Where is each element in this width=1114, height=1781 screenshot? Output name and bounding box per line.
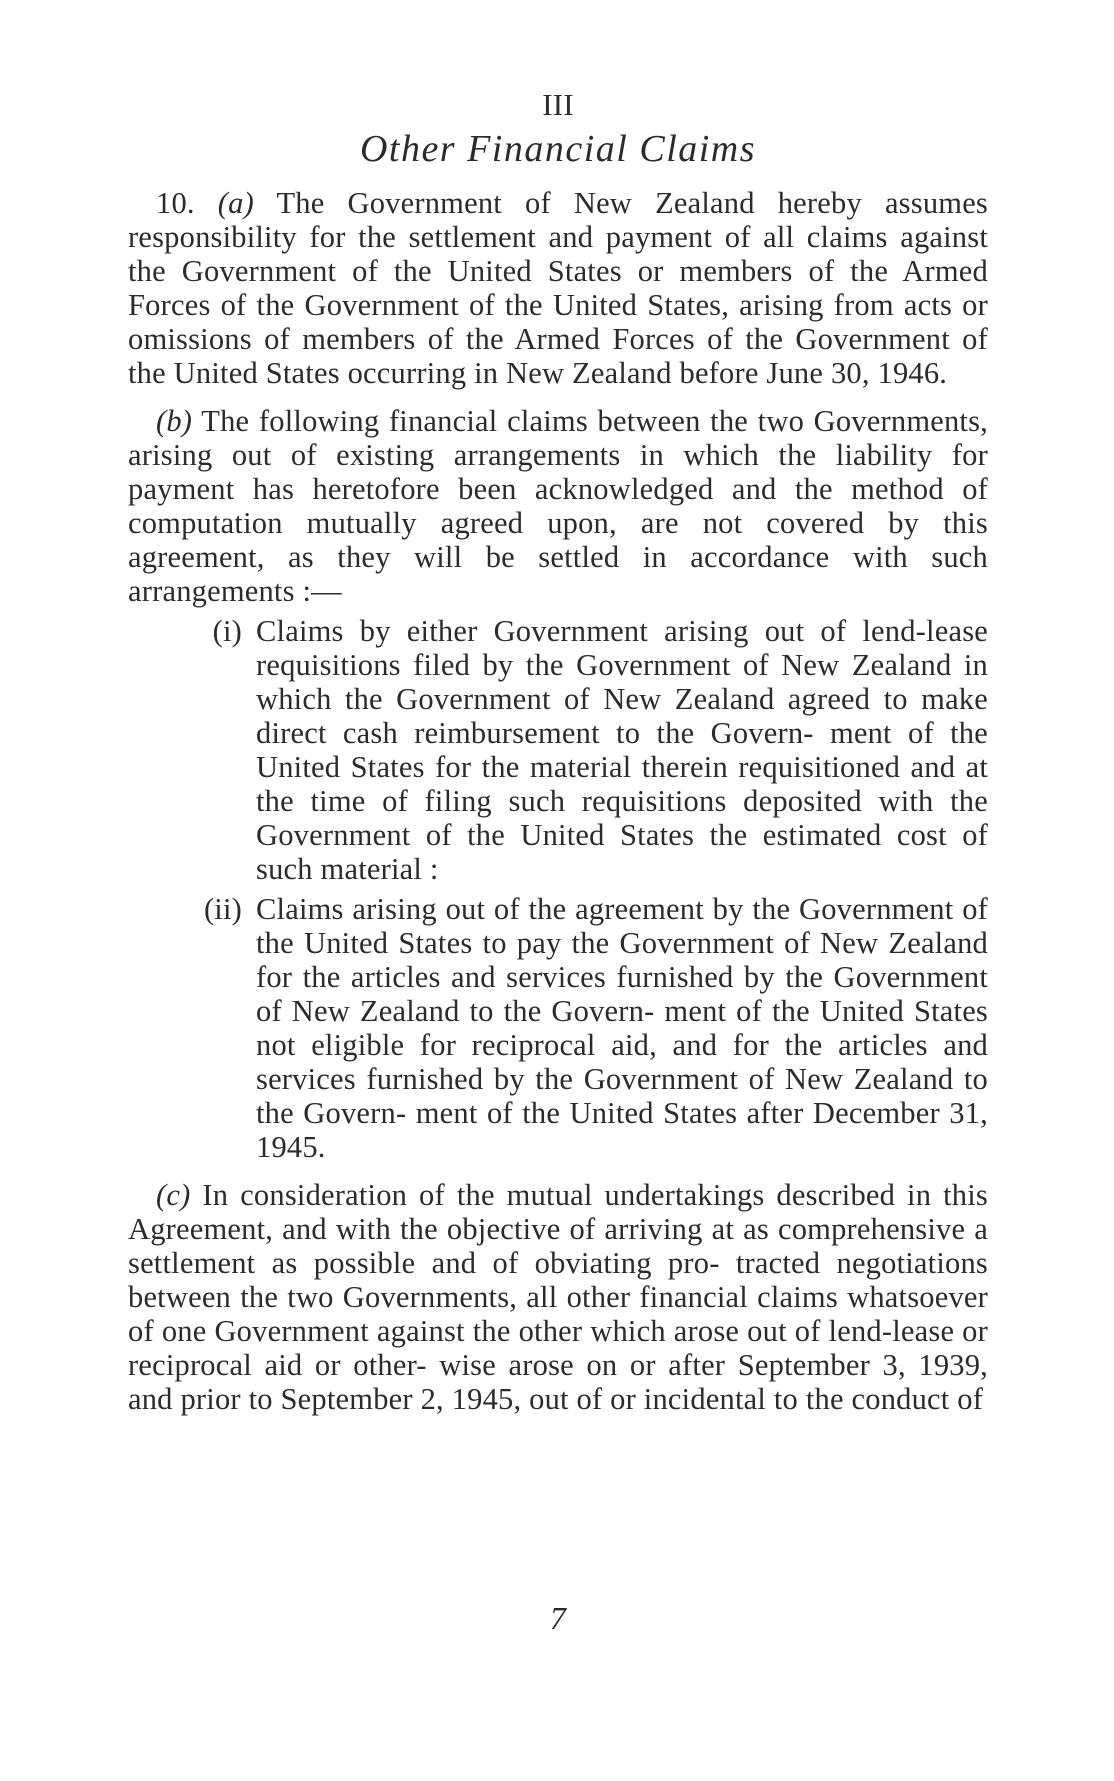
paragraph-10a (128, 186, 988, 390)
paragraph-10b (128, 404, 988, 608)
claims-list (128, 614, 988, 1164)
list-item-text: Claims arising out of the agreement by the Government of the United States to pay the Government of New Zealand for the articles and services furnished by the Government of New Zealand to the Govern- ment of the United States not eligible for reciprocal aid, and for the articles and services furnished by the Government of New Zealand to the Govern- ment of the United States after December 31, 1945. (256, 892, 988, 1164)
paragraph-text-c: In consideration of the mutual undertakings described in this Agreement, and with the objective of arriving at as comprehensive a settlement as possible and of obviating pro- tracted negotiations between the two Governments, all other financial claims whatsoever of one Government against the other which arose out of lend-lease or reciprocal aid or other- wise arose on or after September 3, 1939, and prior to September 2, 1945, out of or incidental to the conduct of (128, 1178, 989, 1416)
paragraph-text-b: The following financial claims between the two Governments, arising out of existing arrangements in which the liability for payment has heretofore been acknowledged and the method of computation mutually agreed upon, are not covered by this agreement, as they will be settled in accordance with such arrangements :— (128, 404, 989, 608)
paragraph-text-a: The Government of New Zealand hereby assumes responsibility for the settlement and payment of all claims against the Government of the United States or members of the Armed Forces of the Government of the United States, arising from acts or omissions of members of the Armed Forces of the Government of the United States occurring in New Zealand before June 30, 1946. (128, 186, 989, 390)
section-number: III (542, 87, 574, 122)
paragraph-10c (128, 1178, 988, 1416)
list-item-text: Claims by either Government arising out of lend-lease requisitions filed by the Government of New Zealand in which the Government of New Zealand agreed to make direct cash reimbursement to the Govern- ment of the United States for the material therein requisitioned and at the time of filing such requisitions deposited with the Government of the United States the estimated cost of such material : (256, 614, 988, 886)
list-item-label: (ii) (203, 892, 242, 926)
list-item (128, 892, 988, 1164)
list-item-label: (i) (212, 614, 242, 648)
list-item (128, 614, 988, 886)
document-page (128, 87, 989, 1636)
page-number: 7 (549, 1600, 567, 1636)
section-title: Other Financial Claims (359, 128, 757, 170)
paragraph-label-c: (c) (156, 1178, 191, 1212)
paragraph-label-a: (a) (217, 186, 254, 220)
paragraph-number: 10. (156, 186, 195, 220)
paragraph-label-b: (b) (156, 404, 193, 438)
